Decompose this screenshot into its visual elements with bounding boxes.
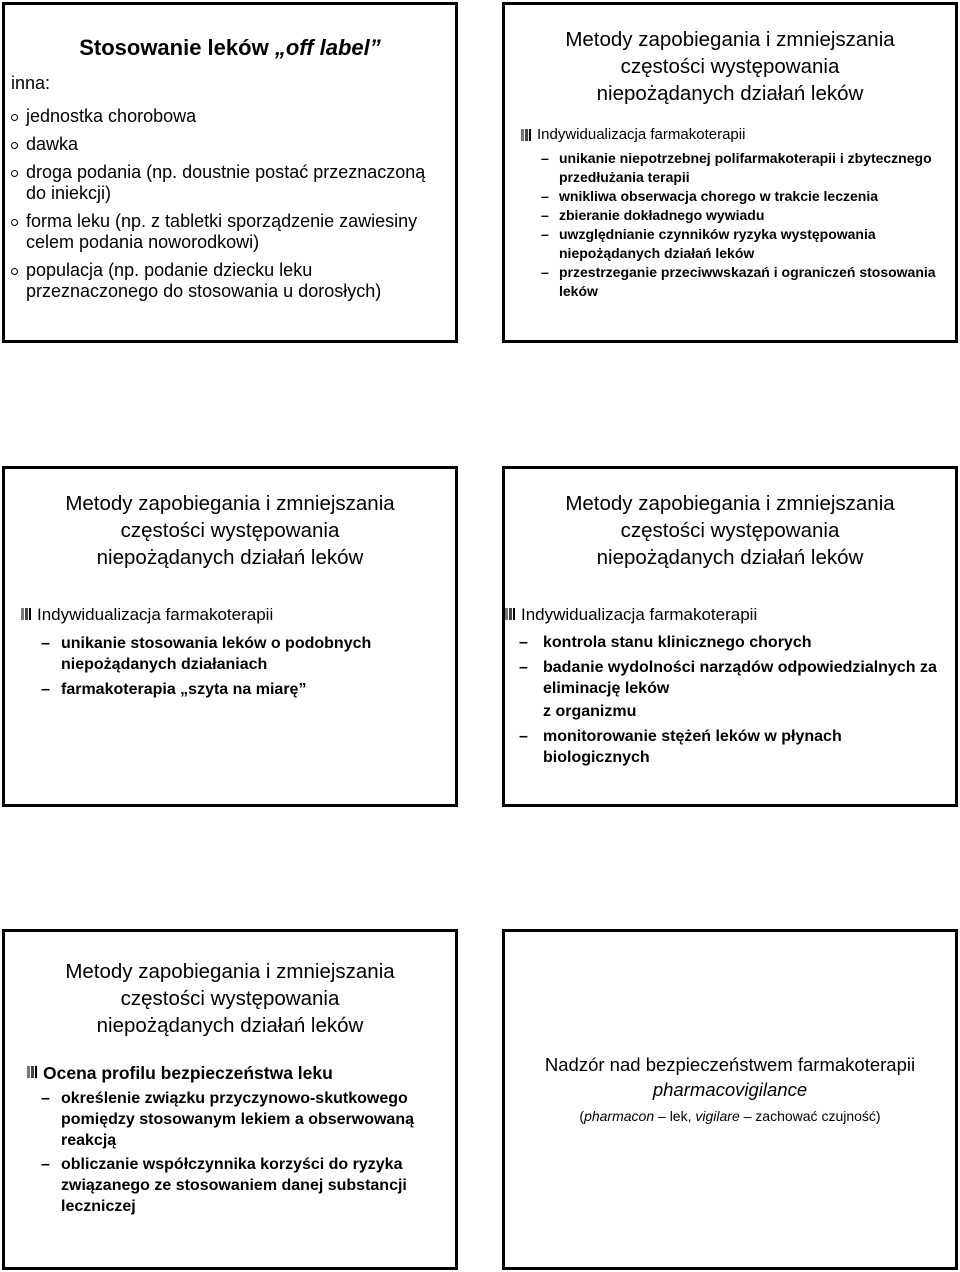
section-heading: Indywidualizacja farmakoterapii	[521, 126, 745, 143]
dash-icon: –	[541, 188, 549, 204]
dash-icon: –	[519, 634, 528, 651]
section-heading: Ocena profilu bezpieczeństwa leku	[27, 1063, 333, 1084]
bullet-icon	[11, 268, 18, 275]
dash-icon: –	[519, 728, 528, 745]
bullet-list	[11, 106, 441, 309]
item-list	[541, 149, 939, 301]
item-list	[41, 1088, 451, 1220]
bullet-bar-icon	[521, 129, 531, 141]
slide-subtitle: pharmacovigilance	[652, 1079, 808, 1100]
bullet-icon	[11, 219, 18, 226]
bullet-icon	[11, 170, 18, 177]
list-item-continuation: z organizmu	[543, 703, 637, 720]
dash-icon: –	[541, 264, 549, 280]
dash-icon: –	[541, 207, 549, 223]
slide-prevention-methods-4	[2, 929, 458, 1270]
slide-prevention-methods-1	[502, 2, 958, 343]
dash-icon: –	[541, 226, 549, 242]
slide-prevention-methods-3	[502, 466, 958, 807]
title-italic: „off label”	[274, 35, 381, 60]
slide-title	[5, 35, 455, 61]
list-item: – farmakoterapia „szyta na miarę”	[41, 681, 307, 698]
item-list	[41, 633, 441, 704]
list-item: – określenie związku przyczynowo-skutkowego pomiędzy stosowanym lekiem a obserwowaną reakcją	[41, 1090, 414, 1149]
bullet-bar-icon	[27, 1066, 37, 1078]
etymology-note: (pharmacon – lek, vigilare – zachować czujność)	[579, 1108, 881, 1124]
dash-icon: –	[41, 681, 50, 698]
list-item: – wnikliwa obserwacja chorego w trakcie leczenia	[541, 188, 879, 204]
list-item: – monitorowanie stężeń leków w płynach biologicznych	[519, 728, 842, 766]
list-item: – badanie wydolności narządów odpowiedzialnych za eliminację leków	[519, 659, 937, 697]
dash-icon: –	[519, 659, 528, 676]
slide-title: Nadzór nad bezpieczeństwem farmakoterapii	[544, 1054, 916, 1075]
list-item: forma leku (np. z tabletki sporządzenie zawiesiny celem podania noworodkowi)	[11, 211, 441, 253]
list-item: populacja (np. podanie dziecku leku przeznaczonego do stosowania u dorosłych)	[11, 260, 441, 302]
dash-icon: –	[41, 1090, 50, 1107]
bullet-bar-icon	[505, 608, 515, 620]
list-item: – zbieranie dokładnego wywiadu	[541, 207, 765, 223]
slide-title: Metody zapobiegania i zmniejszania częstości występowania niepożądanych działań leków	[565, 492, 895, 569]
list-item: dawka	[11, 134, 441, 155]
list-item: jednostka chorobowa	[11, 106, 441, 127]
list-item: – kontrola stanu klinicznego chorych	[519, 634, 812, 651]
slide-title: Metody zapobiegania i zmniejszania częstości występowania niepożądanych działań leków	[65, 960, 395, 1037]
bullet-bar-icon	[21, 608, 31, 620]
slide-off-label	[2, 2, 458, 343]
slide-prevention-methods-2	[2, 466, 458, 807]
dash-icon: –	[41, 635, 50, 652]
list-item: – obliczanie współczynnika korzyści do ryzyka związanego ze stosowaniem danej substancji leczniczej	[41, 1156, 407, 1215]
dash-icon: –	[41, 1156, 50, 1173]
slide-title: Metody zapobiegania i zmniejszania częstości występowania niepożądanych działań leków	[65, 492, 395, 569]
slide-pharmacovigilance	[502, 929, 958, 1270]
item-list	[519, 632, 943, 772]
section-heading: Indywidualizacja farmakoterapii	[505, 605, 757, 625]
dash-icon: –	[541, 150, 549, 166]
bullet-icon	[11, 142, 18, 149]
list-item: – przestrzeganie przeciwwskazań i ograniczeń stosowania leków	[541, 264, 936, 299]
bullet-icon	[11, 114, 18, 121]
list-item: – uwzględnianie czynników ryzyka występowania niepożądanych działań leków	[541, 226, 876, 261]
slide-title: Metody zapobiegania i zmniejszania częstości występowania niepożądanych działań leków	[565, 28, 895, 105]
list-item: – unikanie stosowania leków o podobnych niepożądanych działaniach	[41, 635, 372, 673]
intro-label: inna:	[11, 73, 51, 93]
list-item: – unikanie niepotrzebnej polifarmakoterapii i zbytecznego przedłużania terapii	[541, 150, 932, 185]
list-item: droga podania (np. doustnie postać przeznaczoną do iniekcji)	[11, 162, 441, 204]
section-heading: Indywidualizacja farmakoterapii	[21, 605, 273, 625]
title-text: Stosowanie leków	[79, 35, 269, 60]
